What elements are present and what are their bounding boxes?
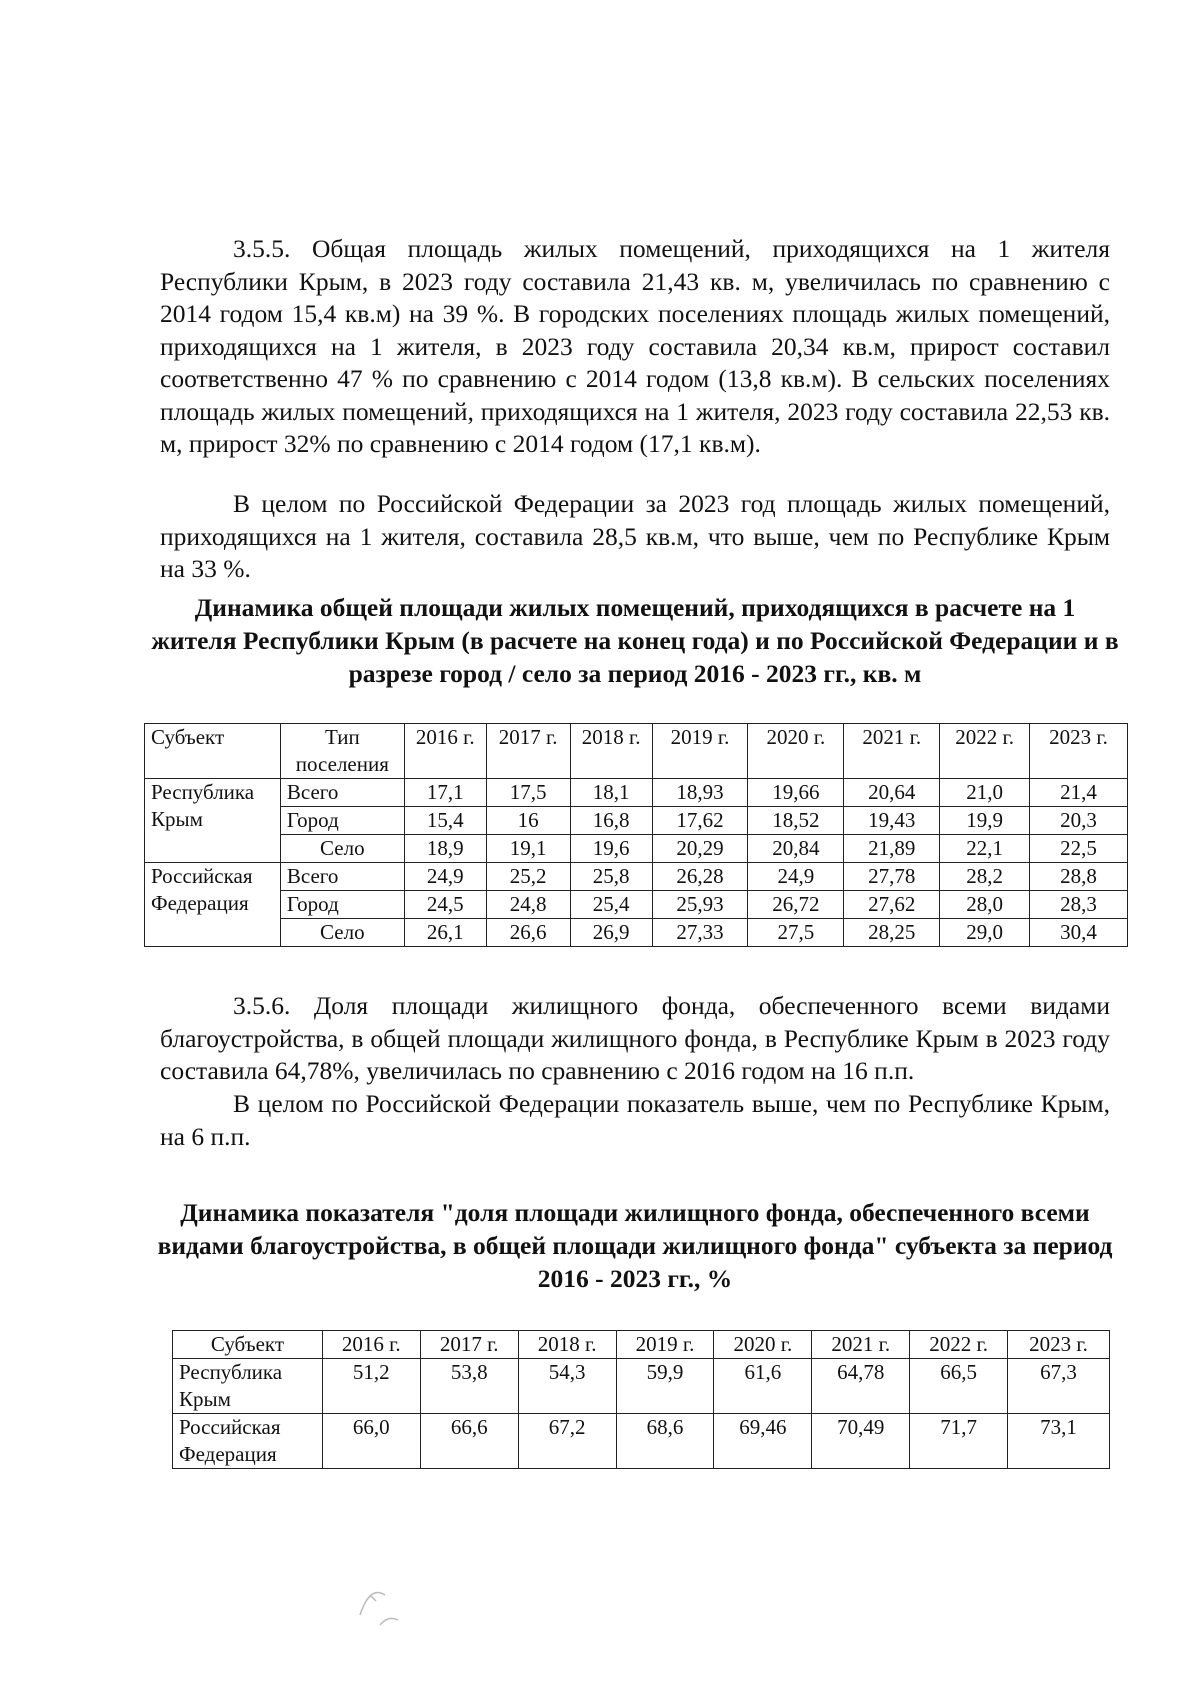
table1-cell: 20,84 (748, 835, 844, 863)
table1-cell: 26,1 (404, 919, 486, 947)
table2-cell: 71,7 (910, 1414, 1008, 1469)
table1-cell: 22,5 (1030, 835, 1128, 863)
table2-year: 2016 г. (322, 1331, 420, 1359)
table1-cell: 25,4 (570, 891, 652, 919)
table1-cell: 20,64 (844, 779, 940, 807)
table2-cell: 54,3 (518, 1359, 616, 1414)
paragraph-3-5-6: 3.5.6. Доля площади жилищного фонда, обеспеченного всеми видами благоустройства, в общей площади жилищного фонда, в Республике Крым в 2023 году составила 64,78%, увеличилась по сравнению с 2016 годом на 16 п.п. (160, 991, 1110, 1085)
paragraph-3-5-5: 3.5.5. Общая площадь жилых помещений, приходящихся на 1 жителя Республики Крым, в 2023 году составила 21,43 кв. м, увеличилась по сравнению с 2014 годом 15,4 кв.м) на 39 %. В городских поселениях площадь жилых помещений, приходящихся на 1 жителя, в 2023 году составила 20,34 кв.м, прирост составил соответственно 47 % по сравнению с 2014 годом (13,8 кв.м). В сельских поселениях площадь жилых помещений, приходящихся на 1 жителя, 2023 году составила 22,53 кв. м, прирост 32% по сравнению с 2014 годом (17,1 кв.м). (160, 234, 1110, 458)
table2-cell: 59,9 (616, 1359, 714, 1414)
improvement-share-table (172, 1330, 1110, 1469)
table1-cell: 21,89 (844, 835, 940, 863)
table1-cell: 18,93 (652, 779, 748, 807)
table1-heading: Динамика общей площади жилых помещений, приходящихся в расчете на 1 жителя Республики Крым (в расчете на конец года) и по Российской Федерации и в разрезе город / село за период 2016 - 2023 гг., кв. м (151, 593, 1119, 688)
table1-subject-crimea: Республика Крым (145, 779, 281, 863)
scan-smudge (340, 1555, 430, 1645)
table2-year: 2020 г. (714, 1331, 812, 1359)
table2-cell: 64,78 (812, 1359, 910, 1414)
table2-cell: 66,6 (420, 1414, 518, 1469)
table2-year: 2022 г. (910, 1331, 1008, 1359)
table2-cell: 67,3 (1008, 1359, 1110, 1414)
table1-cell: 20,3 (1030, 807, 1128, 835)
table1-type: Город (280, 891, 404, 919)
table1-cell: 17,1 (404, 779, 486, 807)
table1-year: 2016 г. (404, 724, 486, 779)
table2-subject-rf: Российская Федерация (173, 1414, 323, 1469)
table1-year: 2018 г. (570, 724, 652, 779)
table1-cell: 24,8 (486, 891, 570, 919)
table2-cell: 73,1 (1008, 1414, 1110, 1469)
table2-cell: 53,8 (420, 1359, 518, 1414)
table1-year: 2017 г. (486, 724, 570, 779)
table-row (145, 919, 1128, 947)
table1-cell: 28,0 (940, 891, 1030, 919)
table1-cell: 19,9 (940, 807, 1030, 835)
table-row (145, 863, 1128, 891)
table1-cell: 26,72 (748, 891, 844, 919)
table2-year: 2018 г. (518, 1331, 616, 1359)
table1-cell: 24,9 (748, 863, 844, 891)
table1-year: 2021 г. (844, 724, 940, 779)
table1-cell: 28,2 (940, 863, 1030, 891)
paragraph-rf-comparison: В целом по Российской Федерации за 2023 год площадь жилых помещений, приходящихся на 1 жителя, составила 28,5 кв.м, что выше, чем по Республике Крым на 33 %. (160, 489, 1110, 583)
table1-year: 2023 г. (1030, 724, 1128, 779)
table1-col-type: Тип поселения (280, 724, 404, 779)
table-row (145, 891, 1128, 919)
housing-area-table (144, 723, 1128, 947)
table-row (173, 1359, 1110, 1414)
table-row (145, 835, 1128, 863)
table2-cell: 51,2 (322, 1359, 420, 1414)
table1-type: Всего (280, 779, 404, 807)
table1-cell: 27,33 (652, 919, 748, 947)
table1-year: 2020 г. (748, 724, 844, 779)
table1-cell: 19,1 (486, 835, 570, 863)
table1-col-subject: Субъект (145, 724, 281, 779)
table1-year: 2019 г. (652, 724, 748, 779)
table1-type: Город (280, 807, 404, 835)
table1-cell: 28,25 (844, 919, 940, 947)
table1-cell: 20,29 (652, 835, 748, 863)
table1-cell: 30,4 (1030, 919, 1128, 947)
table1-cell: 25,93 (652, 891, 748, 919)
table1-cell: 27,78 (844, 863, 940, 891)
table1-cell: 21,0 (940, 779, 1030, 807)
table1-cell: 26,9 (570, 919, 652, 947)
table2-year: 2021 г. (812, 1331, 910, 1359)
table1-cell: 18,1 (570, 779, 652, 807)
table1-cell: 18,9 (404, 835, 486, 863)
table1-cell: 17,5 (486, 779, 570, 807)
table2-subject-crimea: Республика Крым (173, 1359, 323, 1414)
table1-cell: 27,62 (844, 891, 940, 919)
table2-header-row (173, 1331, 1110, 1359)
table2-cell: 67,2 (518, 1414, 616, 1469)
table2-col-subject: Субъект (173, 1331, 323, 1359)
table1-cell: 27,5 (748, 919, 844, 947)
table1-subject-rf: Российская Федерация (145, 863, 281, 947)
table2-year: 2019 г. (616, 1331, 714, 1359)
table2-cell: 70,49 (812, 1414, 910, 1469)
table1-cell: 19,66 (748, 779, 844, 807)
table1-cell: 26,28 (652, 863, 748, 891)
table1-cell: 18,52 (748, 807, 844, 835)
table1-cell: 17,62 (652, 807, 748, 835)
paragraph-rf-improvement: В целом по Российской Федерации показатель выше, чем по Республике Крым, на 6 п.п. (160, 1089, 1110, 1151)
table-row (145, 807, 1128, 835)
table2-cell: 66,5 (910, 1359, 1008, 1414)
table1-cell: 16,8 (570, 807, 652, 835)
table-row (145, 779, 1128, 807)
table1-cell: 21,4 (1030, 779, 1128, 807)
table1-year: 2022 г. (940, 724, 1030, 779)
table1-cell: 28,8 (1030, 863, 1128, 891)
table1-cell: 16 (486, 807, 570, 835)
table1-cell: 26,6 (486, 919, 570, 947)
table2-year: 2023 г. (1008, 1331, 1110, 1359)
table2-cell: 68,6 (616, 1414, 714, 1469)
table2-heading: Динамика показателя "доля площади жилищного фонда, обеспеченного всеми видами благоустройства, в общей площади жилищного фонда" субъекта за период 2016 - 2023 гг., % (157, 1198, 1113, 1293)
table1-cell: 22,1 (940, 835, 1030, 863)
table1-cell: 24,5 (404, 891, 486, 919)
table1-header-row (145, 724, 1128, 779)
table1-cell: 29,0 (940, 919, 1030, 947)
table1-type: Село (280, 835, 404, 863)
table2-year: 2017 г. (420, 1331, 518, 1359)
table1-cell: 24,9 (404, 863, 486, 891)
table1-cell: 25,8 (570, 863, 652, 891)
table1-cell: 15,4 (404, 807, 486, 835)
table1-cell: 28,3 (1030, 891, 1128, 919)
table1-cell: 19,43 (844, 807, 940, 835)
table2-cell: 61,6 (714, 1359, 812, 1414)
table2-cell: 69,46 (714, 1414, 812, 1469)
table2-cell: 66,0 (322, 1414, 420, 1469)
table1-type: Всего (280, 863, 404, 891)
table1-cell: 25,2 (486, 863, 570, 891)
table-row (173, 1414, 1110, 1469)
table1-type: Село (280, 919, 404, 947)
table1-cell: 19,6 (570, 835, 652, 863)
